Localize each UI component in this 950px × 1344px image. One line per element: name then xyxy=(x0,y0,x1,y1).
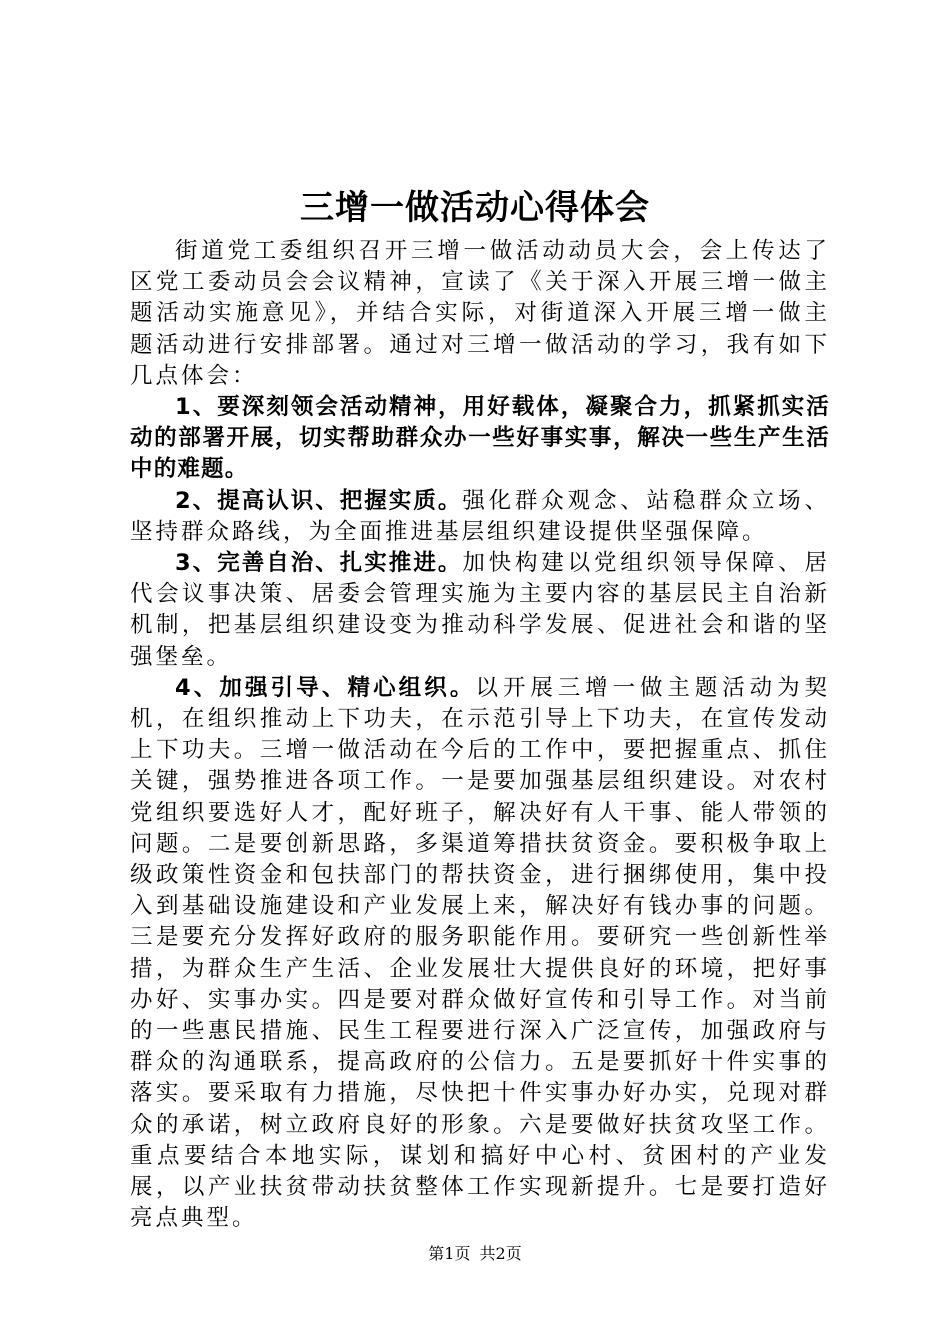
intro-paragraph: 街道党工委组织召开三增一做活动动员大会，会上传达了区党工委动员会会议精神，宣读了《关于深入开展三增一做主题活动实施意见》，并结合实际，对街道深入开展三增一做主题活动进行安排部署。通过对三增一做活动的学习，我有如下几点体会： xyxy=(130,238,830,389)
point-3-body: 加快构建以党组织领导保障、居代会议事决策、居委会管理实施为主要内容的基层民主自治新机制，把基层组织建设变为推动科学发展、促进社会和谐的坚强堡垒。 xyxy=(130,550,830,670)
point-3-heading: 3、完善自治、扎实推进。 xyxy=(175,550,463,577)
point-4-paragraph xyxy=(130,673,830,1235)
document-body xyxy=(130,236,830,1235)
point-1-paragraph xyxy=(130,392,830,486)
point-2-heading: 2、提高认识、把握实质。 xyxy=(175,487,463,514)
point-4-heading: 4、加强引导、精心组织。 xyxy=(175,674,476,701)
point-2-paragraph xyxy=(130,486,830,548)
point-4-body: 以开展三增一做主题活动为契机，在组织推动上下功夫，在示范引导上下功夫，在宣传发动上下功夫。三增一做活动在今后的工作中，要把握重点、抓住关键，强势推进各项工作。一是要加强基层组织建设。对农村党组织要选好人才，配好班子，解决好有人干事、能人带领的问题。二是要创新思路，多渠道筹措扶贫资金。要积极争取上级政策性资金和包扶部门的帮扶资金，进行捆绑使用，集中投入到基础设施建设和产业发展上来，解决好有钱办事的问题。三是要充分发挥好政府的服务职能作用。要研究一些创新性举措，为群众生产生活、企业发展壮大提供良好的环境，把好事办好、实事办实。四是要对群众做好宣传和引导工作。对当前的一些惠民措施、民生工程要进行深入广泛宣传，加强政府与群众的沟通联系，提高政府的公信力。五是要抓好十件实事的落实。要采取有力措施，尽快把十件实事办好办实，兑现对群众的承诺，树立政府良好的形象。六是要做好扶贫攻坚工作。重点要结合本地实际，谋划和搞好中心村、贫困村的产业发展，以产业扶贫带动扶贫整体工作实现新提升。七是要打造好亮点典型。 xyxy=(130,674,830,1232)
point-1-heading: 1、要深刻领会活动精神，用好载体，凝聚合力，抓紧抓实活动的部署开展，切实帮助群众办一些好事实事，解决一些生产生活中的难题。 xyxy=(130,394,830,483)
document-title: 三增一做活动心得体会 xyxy=(300,188,650,228)
page-total: 共2页 xyxy=(479,1244,522,1263)
point-3-paragraph xyxy=(130,548,830,673)
point-2-body: 强化群众观念、站稳群众立场、坚持群众路线，为全面推进基层组织建设提供坚强保障。 xyxy=(130,487,830,545)
page-number: 第1页 xyxy=(428,1244,471,1263)
page-footer xyxy=(0,1244,950,1264)
